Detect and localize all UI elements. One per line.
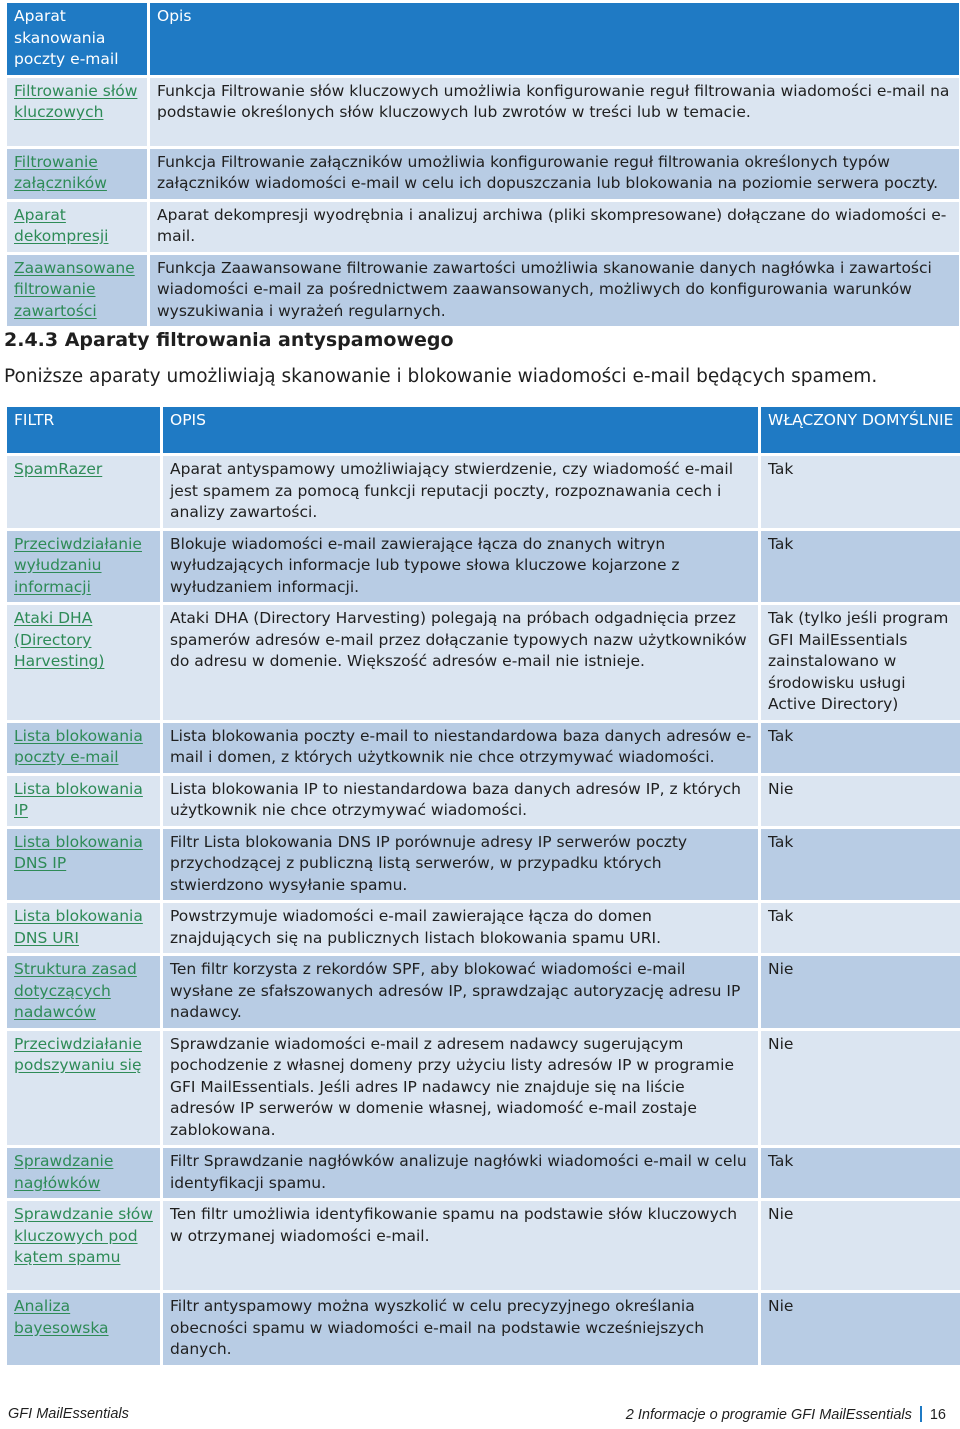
filter-link[interactable]: Sprawdzanie nagłówków	[14, 1152, 114, 1192]
footer-separator	[920, 1406, 922, 1422]
filter-description: Lista blokowania poczty e-mail to niestandardowa baza danych adresów e-mail i domen, z których użytkownik nie chce otrzymywać wiadomości.	[163, 723, 758, 773]
filter-link[interactable]: Ataki DHA (Directory Harvesting)	[14, 609, 105, 670]
table-row	[7, 1031, 960, 1146]
footer-product: GFI MailEssentials	[8, 1406, 129, 1422]
scan-engines-table	[4, 0, 960, 329]
header-filter: FILTR	[7, 407, 160, 453]
filter-description: Ataki DHA (Directory Harvesting) polegają na próbach odgadnięcia przez spamerów adresów e-mail przez dołączanie typowych nazw użytkowników do adresu w domenie. Większość adresów e-mail nie istnieje.	[163, 605, 758, 720]
filter-description: Ten filtr umożliwia identyfikowanie spamu na podstawie słów kluczowych w otrzymanej wiadomości e-mail.	[163, 1201, 758, 1290]
footer-chapter	[626, 1406, 946, 1423]
table-row	[7, 776, 960, 826]
table-row	[7, 1293, 960, 1365]
table-row	[7, 202, 959, 252]
filter-link[interactable]: Struktura zasad dotyczących nadawców	[14, 960, 137, 1021]
filter-enabled: Tak (tylko jeśli program GFI MailEssentials zainstalowano w środowisku usługi Active Directory)	[761, 605, 960, 720]
filter-enabled: Tak	[761, 456, 960, 528]
header-engine: Aparat skanowania poczty e-mail	[7, 3, 147, 75]
filter-link[interactable]: Przeciwdziałanie wyłudzaniu informacji	[14, 534, 142, 596]
table-row	[7, 1201, 960, 1290]
table-row	[7, 605, 960, 720]
filter-link[interactable]: Sprawdzanie słów kluczowych pod kątem spamu	[14, 1205, 153, 1266]
engine-link[interactable]: Filtrowanie słów kluczowych	[14, 81, 138, 121]
header-description: OPIS	[163, 407, 758, 453]
section-heading: 2.4.3 Aparaty filtrowania antyspamowego	[4, 329, 454, 351]
table-row	[7, 829, 960, 901]
table-header-row	[7, 407, 960, 453]
section-intro: Poniższe aparaty umożliwiają skanowanie i blokowanie wiadomości e-mail będących spamem.	[4, 366, 878, 387]
filter-description: Lista blokowania IP to niestandardowa baza danych adresów IP, z których użytkownik nie chce otrzymywać wiadomości.	[163, 776, 758, 826]
page-number: 16	[929, 1407, 946, 1423]
filter-description: Sprawdzanie wiadomości e-mail z adresem nadawcy sugerującym pochodzenie z własnej domeny przy użyciu listy adresów IP w programie GFI MailEssentials. Jeśli adres IP nadawcy nie znajduje się na liście adresów IP serwerów w domenie własnej, wiadomość e-mail zostaje zablokowana.	[163, 1031, 758, 1146]
filter-enabled: Nie	[761, 1031, 960, 1146]
filter-link[interactable]: SpamRazer	[14, 460, 103, 478]
filter-link[interactable]: Analiza bayesowska	[14, 1297, 109, 1337]
engine-link[interactable]: Filtrowanie załączników	[14, 152, 107, 192]
header-enabled-default: WŁĄCZONY DOMYŚLNIE	[761, 407, 960, 453]
table-row	[7, 723, 960, 773]
filter-description: Blokuje wiadomości e-mail zawierające łącza do znanych witryn wyłudzających informacje lub typowe słowa kluczowe kojarzone z wyłudzaniem informacji.	[163, 531, 758, 603]
table-row	[7, 531, 960, 603]
engine-description: Funkcja Zaawansowane filtrowanie zawartości umożliwia skanowanie danych nagłówka i zawartości wiadomości e-mail za pośrednictwem zaawansowanych, możliwych do konfigurowania warunków wyszukiwania i wyrażeń regularnych.	[150, 255, 959, 327]
header-description: Opis	[150, 3, 959, 75]
filter-description: Ten filtr korzysta z rekordów SPF, aby blokować wiadomości e-mail wysłane ze sfałszowanych adresów IP, sprawdzając autoryzację adresu IP nadawcy.	[163, 956, 758, 1028]
filter-link[interactable]: Przeciwdziałanie podszywaniu się	[14, 1034, 142, 1074]
filter-enabled: Tak	[761, 829, 960, 901]
engine-description: Funkcja Filtrowanie załączników umożliwia konfigurowanie reguł filtrowania określonych typów załączników wiadomości e-mail w celu ich dopuszczania lub blokowania na poziomie serwera poczty.	[150, 149, 959, 199]
antispam-filters-table	[4, 404, 960, 1368]
table-row	[7, 149, 959, 199]
table-row	[7, 903, 960, 953]
filter-enabled: Tak	[761, 1148, 960, 1198]
filter-enabled: Tak	[761, 531, 960, 603]
filter-link[interactable]: Lista blokowania IP	[14, 779, 143, 819]
table-row	[7, 78, 959, 146]
table-row	[7, 1148, 960, 1198]
engine-link[interactable]: Zaawansowane filtrowanie zawartości	[14, 258, 135, 320]
filter-description: Filtr Lista blokowania DNS IP porównuje adresy IP serwerów poczty przychodzącej z publiczną listą serwerów, w przypadku których stwierdzono wysyłanie spamu.	[163, 829, 758, 901]
filter-enabled: Tak	[761, 723, 960, 773]
engine-link[interactable]: Aparat dekompresji	[14, 205, 109, 245]
filter-enabled: Nie	[761, 776, 960, 826]
filter-description: Filtr Sprawdzanie nagłówków analizuje nagłówki wiadomości e-mail w celu identyfikacji spamu.	[163, 1148, 758, 1198]
filter-description: Aparat antyspamowy umożliwiający stwierdzenie, czy wiadomość e-mail jest spamem za pomocą funkcji reputacji poczty, rozpoznawania cech i analizy zawartości.	[163, 456, 758, 528]
table-row	[7, 456, 960, 528]
filter-enabled: Nie	[761, 1201, 960, 1290]
filter-description: Filtr antyspamowy można wyszkolić w celu precyzyjnego określania obecności spamu w wiadomości e-mail na podstawie wcześniejszych danych.	[163, 1293, 758, 1365]
filter-enabled: Nie	[761, 1293, 960, 1365]
engine-description: Funkcja Filtrowanie słów kluczowych umożliwia konfigurowanie reguł filtrowania wiadomości e-mail na podstawie określonych słów kluczowych lub zwrotów w treści lub w temacie.	[150, 78, 959, 146]
filter-description: Powstrzymuje wiadomości e-mail zawierające łącza do domen znajdujących się na publicznych listach blokowania spamu URI.	[163, 903, 758, 953]
filter-enabled: Nie	[761, 956, 960, 1028]
table-header-row	[7, 3, 959, 75]
footer-chapter-title: 2 Informacje o programie GFI MailEssentials	[625, 1407, 912, 1423]
filter-link[interactable]: Lista blokowania poczty e-mail	[14, 726, 143, 766]
engine-description: Aparat dekompresji wyodrębnia i analizuj archiwa (pliki skompresowane) dołączane do wiadomości e-mail.	[150, 202, 959, 252]
table-row	[7, 956, 960, 1028]
filter-link[interactable]: Lista blokowania DNS IP	[14, 832, 143, 872]
table-row	[7, 255, 959, 327]
filter-enabled: Tak	[761, 903, 960, 953]
filter-link[interactable]: Lista blokowania DNS URI	[14, 907, 143, 947]
